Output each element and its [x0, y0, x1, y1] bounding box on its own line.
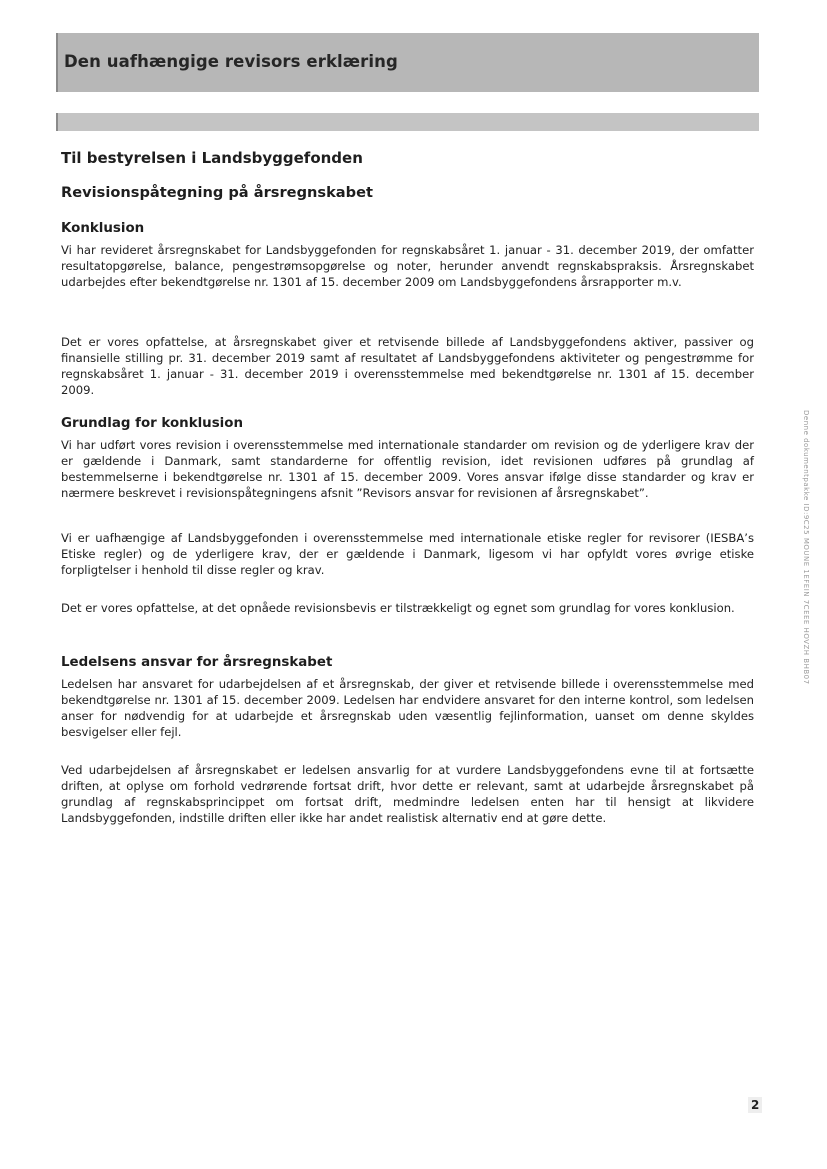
header-stripe — [56, 113, 759, 131]
konklusion-paragraph-1: Vi har revideret årsregnskabet for Landsbyggefonden for regnskabsåret 1. januar - 31. december 2019, der omfatter resultatopgørelse, balance, pengestrømsopgørelse og noter, herunder anvendt regnskabspraksis. Årsregnskabet udarbejdes efter bekendtgørelse nr. 1301 af 15. december 2009 om Landsbyggefondens årsrapporter m.v. — [61, 243, 754, 289]
page-number: 2 — [748, 1097, 762, 1113]
document-title: Den uafhængige revisors erklæring — [64, 52, 398, 71]
konklusion-paragraph-2: Det er vores opfattelse, at årsregnskabet giver et retvisende billede af Landsbyggefondens aktiver, passiver og finansielle stilling pr. 31. december 2019 samt af resultatet af Landsbyggefondens aktiviteter og pengestrømme for regnskabsåret 1. januar - 31. december 2019 i overensstemmelse med bekendtgørelse nr. 1301 af 15. december 2009. — [61, 335, 754, 397]
grundlag-paragraph-1: Vi har udført vores revision i overensstemmelse med internationale standarder om revision og de yderligere krav der er gældende i Danmark, samt standarderne for offentlig revision, idet revisionen udføres på grundlag af bestemmelserne i bekendtgørelse nr. 1301 af 15. december 2009. Vores ansvar ifølge disse standarder og krav er nærmere beskrevet i revisionspåtegningens afsnit ”Revisors ansvar for revisionen af årsregnskabet”. — [61, 438, 754, 500]
grundlag-title: Grundlag for konklusion — [61, 416, 244, 431]
document-id-margin-text: Denne dokumentpakke ID:9C25 MOUNE 1EFEIN 7CEEE HOVZH BHB07 — [802, 410, 810, 685]
grundlag-paragraph-3: Det er vores opfattelse, at det opnåede revisionsbevis er tilstrækkeligt og egnet som grundlag for vores konklusion. — [61, 601, 735, 615]
header-banner — [56, 33, 759, 92]
ledelsens-paragraph-2: Ved udarbejdelsen af årsregnskabet er ledelsen ansvarlig for at vurdere Landsbyggefondens evne til at fortsætte driften, at oplyse om forhold vedrørende fortsat drift, hvor dette er relevant, samt at udarbejde årsregnskabet på grundlag af regnskabsprincippet om fortsat drift, medmindre ledelsen enten har til hensigt at likvidere Landsbyggefonden, indstille driften eller ikke har andet realistisk alternativ end at gøre dette. — [61, 763, 754, 825]
ledelsens-paragraph-1: Ledelsen har ansvaret for udarbejdelsen af et årsregnskab, der giver et retvisende billede i overensstemmelse med bekendtgørelse nr. 1301 af 15. december 2009. Ledelsen har endvidere ansvaret for den interne kontrol, som ledelsen anser for nødvendig for at udarbejde et årsregnskab uden væsentlig fejlinformation, uanset om denne skyldes besvigelser eller fejl. — [61, 677, 754, 739]
addressee-heading: Til bestyrelsen i Landsbyggefonden — [61, 149, 363, 167]
konklusion-title: Konklusion — [61, 221, 145, 236]
ledelsens-title: Ledelsens ansvar for årsregnskabet — [61, 655, 333, 670]
grundlag-paragraph-2: Vi er uafhængige af Landsbyggefonden i overensstemmelse med internationale etiske regler for revisorer (IESBA’s Etiske regler) og de yderligere krav, der er gældende i Danmark, ligesom vi har opfyldt vores øvrige etiske forpligtelser i henhold til disse regler og krav. — [61, 531, 754, 577]
section-heading: Revisionspåtegning på årsregnskabet — [61, 184, 373, 201]
